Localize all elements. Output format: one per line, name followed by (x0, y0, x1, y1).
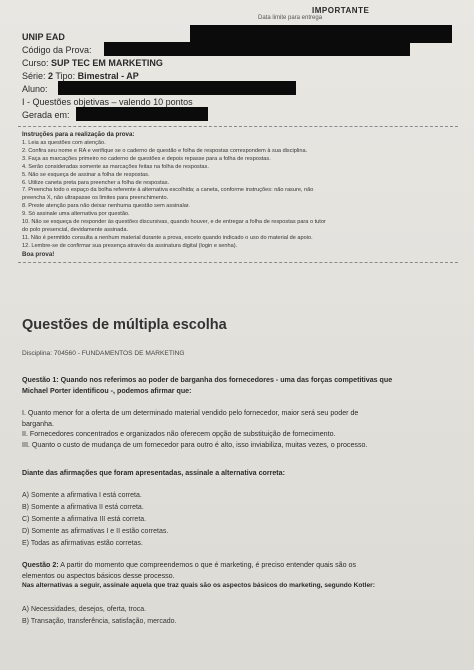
divider (18, 126, 458, 127)
q1-statement: barganha. (22, 419, 54, 428)
instruction-item: 9. Só assinale uma alternativa por questão. (22, 211, 130, 218)
closing-text: Boa prova! (22, 250, 55, 258)
redacted-aluno (58, 81, 296, 95)
q1-statement: I. Quanto menor for a oferta de um determinado material vendido pelo fornecedor, maior será seu poder de (22, 409, 359, 417)
question-2 (22, 560, 375, 592)
deadline-label: Data limite para entrega (258, 15, 323, 21)
curso-value: SUP TEC EM MARKETING (51, 58, 163, 68)
tipo-value: Bimestral - AP (77, 71, 139, 81)
question-1 (22, 375, 392, 396)
instruction-item: 11. Não é permitido consulta a nenhum material durante a prova, exceto quando indicado o uso do material de apoio. (22, 234, 313, 241)
q1-option-b[interactable]: B) Somente a afirmativa II está correta. (22, 504, 144, 511)
section-label: I - Questões objetivas – valendo 10 pontos (22, 97, 193, 107)
instruction-item: 4. Serão consideradas somente as marcações feitas na folha de respostas. (22, 163, 209, 170)
instruction-item: 3. Faça as marcações primeiro no caderno de questões e depois repasse para a folha de respostas. (22, 155, 271, 162)
q1-option-a[interactable]: A) Somente a afirmativa I está correta. (22, 492, 142, 499)
redacted-codigo (104, 42, 410, 56)
serie-label: Série: (22, 71, 46, 81)
instruction-item: 6. Utilize caneta preta para preencher a folha de respostas. (22, 179, 170, 186)
q1-stem-line2: Michael Porter identificou -, podemos afirmar que: (22, 386, 192, 395)
q2-stem-line1: A partir do momento que compreendemos o que é marketing, é preciso entender quais são os (60, 561, 357, 569)
instruction-item: 5. Não se esqueça de assinar a folha de respostas. (22, 171, 150, 178)
instruction-item: 8. Preste atenção para não deixar nenhuma questão sem assinalar. (22, 203, 190, 210)
gerada-label: Gerada em: (22, 110, 70, 120)
section-title: Questões de múltipla escolha (22, 317, 227, 333)
redacted-gerada (76, 107, 208, 121)
q2-stem-line2: elementos ou aspectos básicos desse processo. (22, 571, 175, 580)
q1-statements (22, 408, 367, 450)
q1-statement: II. Fornecedores concentrados e organizados não oferecem opção de substituição de fornecimento. (22, 430, 336, 438)
q1-prompt: Diante das afirmações que foram apresentadas, assinale a alternativa correta: (22, 469, 285, 477)
q1-label: Questão 1: (22, 376, 59, 384)
instruction-item: 1. Leia as questões com atenção. (22, 140, 106, 146)
q2-label: Questão 2: (22, 561, 59, 569)
instructions-title: Instruções para a realização da prova: (22, 131, 135, 138)
q1-stem-line1: Quando nos referimos ao poder de barganha dos fornecedores - uma das forças competitivas que (60, 376, 393, 384)
instruction-item: do polo presencial, devidamente assinada. (22, 226, 129, 233)
redacted-block (190, 25, 452, 43)
tipo-label: Tipo: (55, 71, 76, 81)
q2-prompt: Nas alternativas a seguir, assinale aquela que traz quais são os aspectos básicos do marketing, segundo Kotler: (22, 582, 375, 589)
q1-option-e[interactable]: E) Todas as afirmativas estão corretas. (22, 540, 143, 547)
instructions-list (22, 140, 326, 259)
codigo-label: Código da Prova: (22, 45, 92, 55)
q1-option-d[interactable]: D) Somente as afirmativas I e II estão corretas. (22, 528, 169, 535)
important-label: IMPORTANTE (312, 6, 370, 15)
instruction-item: 10. Não se esqueça de responder às questões discursivas, quando houver, e de entregar a folha de respostas para o tutor (22, 219, 326, 226)
discipline-label: Disciplina: 704560 - FUNDAMENTOS DE MARKETING (22, 350, 185, 357)
curso-row (22, 58, 163, 68)
instruction-item: 2. Confira seu nome e RA e verifique se o caderno de questão e folha de respostas correspondem à sua disciplina. (22, 147, 308, 154)
serie-row (22, 71, 139, 81)
instruction-item: preencha X, não ultrapasse os limites para preenchimento. (22, 195, 169, 202)
q1-statement: III. Quanto o custo de mudança de um fornecedor para outro é alto, isso inviabiliza, muitas vezes, o processo. (22, 440, 368, 449)
divider (18, 262, 458, 263)
q2-option-b[interactable]: B) Transação, transferência, satisfação, mercado. (22, 618, 177, 625)
serie-value: 2 (48, 71, 54, 81)
aluno-label: Aluno: (22, 84, 48, 94)
instruction-item: 7. Preencha todo o espaço da bolha referente à alternativa escolhida; a caneta, conforme instruções: não rasure, não (22, 187, 314, 194)
q1-option-c[interactable]: C) Somente a afirmativa III está correta. (22, 516, 147, 523)
q2-option-a[interactable]: A) Necessidades, desejos, oferta, troca. (22, 606, 147, 613)
institution: UNIP EAD (22, 32, 65, 42)
curso-label: Curso: (22, 58, 49, 68)
instruction-item: 12. Lembre-se de confirmar sua presença através da assinatura digital (login e senha). (22, 242, 238, 249)
